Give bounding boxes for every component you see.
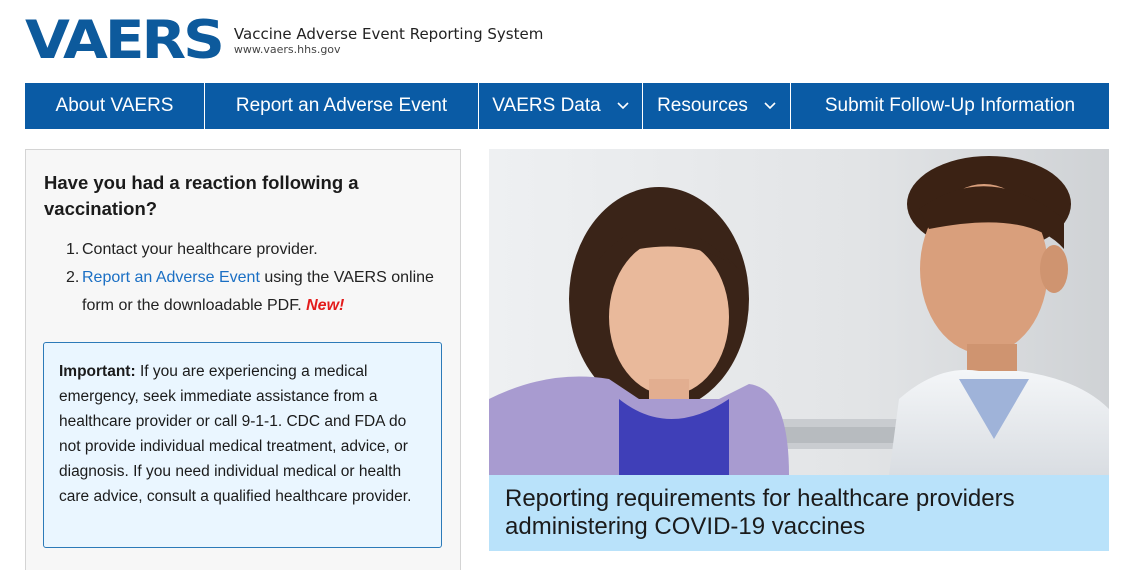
nav-label: Report an Adverse Event xyxy=(235,95,448,116)
list-item xyxy=(66,236,446,264)
step-number: 1. xyxy=(66,241,80,258)
chevron-down-icon xyxy=(617,102,629,110)
new-badge: New! xyxy=(306,297,345,314)
report-adverse-event-link[interactable]: Report an Adverse Event xyxy=(82,269,260,286)
important-text: If you are experiencing a medical emergency, seek immediate assistance from a healthcare provider or call 9-1-1. CDC and FDA do not provide individual medical treatment, advice, or diagnosis. If you need individual medical or health care advice, consult a qualified healthcare provider. xyxy=(59,363,412,505)
panel-heading: Have you had a reaction following a vaccination? xyxy=(44,172,359,219)
list-item xyxy=(66,264,446,320)
site-title: Vaccine Adverse Event Reporting System xyxy=(233,24,544,43)
nav-about-vaers[interactable] xyxy=(25,83,205,129)
reaction-panel xyxy=(25,149,461,570)
step-number: 2. xyxy=(66,269,80,286)
vaers-logo[interactable]: VAERS xyxy=(25,9,222,71)
logo-tagline xyxy=(234,25,543,56)
step-text-wrap xyxy=(82,264,446,320)
important-label: Important: xyxy=(59,363,136,380)
main-nav xyxy=(25,83,1109,129)
nav-label: VAERS Data xyxy=(492,95,601,116)
nav-submit-follow-up[interactable] xyxy=(791,83,1109,129)
step-text: Contact your healthcare provider. xyxy=(82,241,318,258)
nav-vaers-data[interactable] xyxy=(479,83,643,129)
hero-banner[interactable] xyxy=(489,149,1109,551)
nav-label: Resources xyxy=(657,95,748,116)
site-url: www.vaers.hhs.gov xyxy=(233,42,341,56)
nav-resources[interactable] xyxy=(643,83,791,129)
nav-label: Submit Follow-Up Information xyxy=(824,95,1076,116)
hero-photo xyxy=(489,149,1109,475)
site-header xyxy=(25,10,543,70)
nav-label: About VAERS xyxy=(55,95,174,116)
steps-list xyxy=(66,236,446,320)
chevron-down-icon xyxy=(764,102,776,110)
important-notice xyxy=(43,342,442,548)
hero-caption[interactable]: Reporting requirements for healthcare providers administering COVID-19 vaccines xyxy=(489,475,1109,551)
step-text: using the VAERS online form or the downloadable PDF. xyxy=(82,269,434,314)
nav-report-adverse-event[interactable] xyxy=(205,83,479,129)
